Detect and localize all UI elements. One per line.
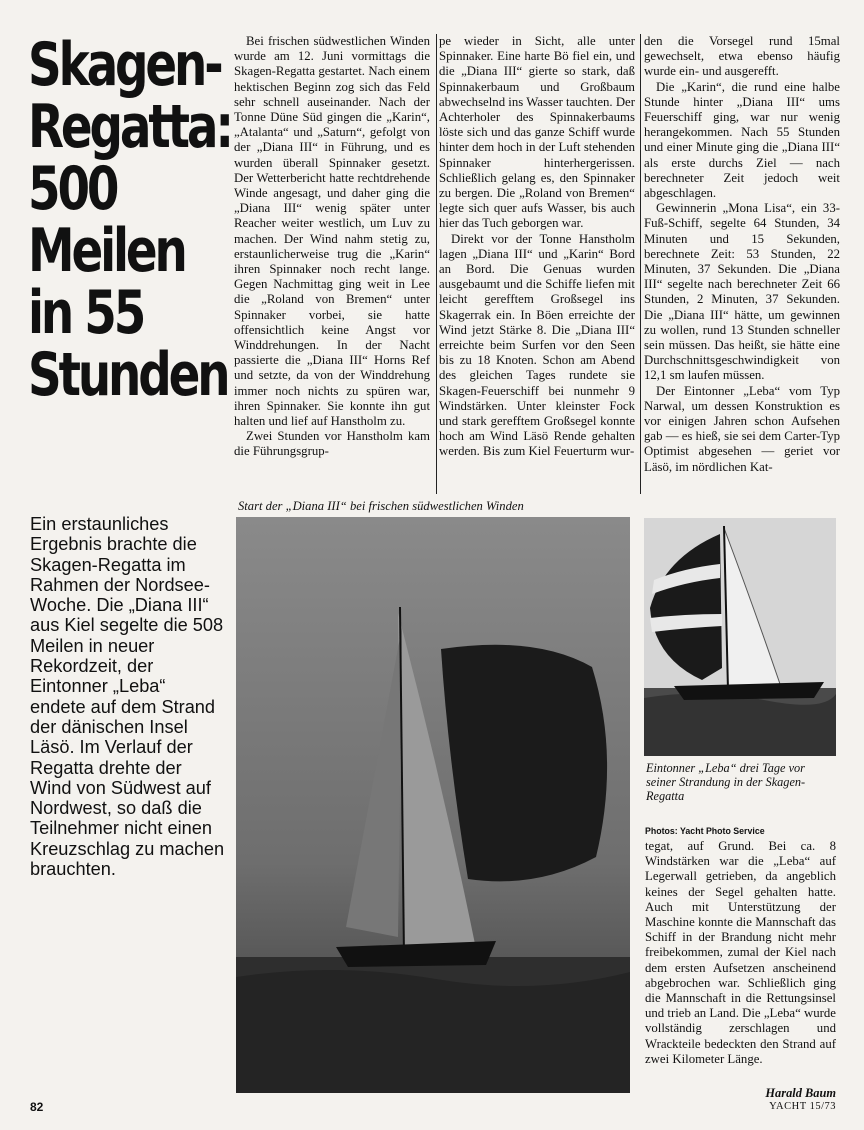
paragraph: pe wieder in Sicht, alle unter Spinnaker. Eine harte Bö fiel ein, und die „Diana III“ gierte so stark, daß Spinnakerbaum und Großbaum abwechselnd ins Wasser tauchten. Der Achterholer des Spinnakerbaums löste sich und das ganze Schiff wurde hinter dem hoch in der Luft stehenden Spinnaker hinterhergerissen. Schließlich gelang es, den Spinnaker zu bergen. Die „Roland von Bremen“ legte sich quer aufs Wasser, bis auch hier das Tuch geborgen war.	[439, 34, 635, 231]
page-number: 82	[30, 1100, 44, 1114]
paragraph: Die „Karin“, die rund eine halbe Stunde hinter „Diana III“ ums Feuerschiff ging, war nur wenig herangekommen. Nach 55 Stunden und einer Minute ging die „Diana III“ als erste durchs Ziel — nach berechneter Zeit jedoch weit abgeschlagen.	[644, 79, 840, 201]
article-column-1	[234, 34, 430, 460]
headline-line: Regatta:	[28, 92, 231, 162]
sailboat-photo-leba	[644, 518, 836, 756]
article-column-2	[439, 34, 635, 460]
headline	[28, 30, 231, 410]
photo-caption-side: Eintonner „Leba“ drei Tage vor seiner Strandung in der Skagen-Regatta	[646, 761, 806, 804]
photo-credit: Photos: Yacht Photo Service	[645, 826, 765, 836]
paragraph: Bei frischen südwestlichen Winden wurde am 12. Juni vormittags die Skagen-Regatta gestartet. Nach einem hektischen Beginn zog sich das Feld sehr schnell auseinander. Nach der Tonne Düne Süd gingen die „Karin“, „Atalanta“ und „Saturn“, gefolgt von der „Diana III“ in Führung, und es wurden überall Spinnaker gesetzt. Der Wetterbericht hatte rechtdrehende Winde angesagt, und daher ging die „Diana III“ wenig später unter Reacher weiter westlich, um Luv zu machen. Der Wind nahm stetig zu, erstaunlicherweise trug die „Karin“ ihren Spinnaker noch recht lange. Gegen Nachmittag ging weit in Lee die „Roland von Bremen“ unter Spinnaker vorbei, sie hatte offensichtlich keine Angst vor Winddrehungen. In der Nacht passierte die „Diana III“ Horns Ref und setzte, da von der Winddrehung immer noch nichts zu spüren war, ihren Spinnaker. Sie konnte ihn gut halten und lief auf Hanstholm zu.	[234, 34, 430, 429]
headline-line: 500	[28, 154, 117, 224]
paragraph: Der Eintonner „Leba“ vom Typ Narwal, um dessen Konstruktion es vor einigen Jahren schon Aufsehen gab — es hieß, sie sei dem Carter-Typ Optimist abgesehen — geriet vor Läsö, im nördlichen Kat-	[644, 383, 840, 474]
headline-line: Stunden	[28, 340, 228, 410]
paragraph: Direkt vor der Tonne Hanstholm lagen „Diana III“ und „Karin“ Bord an Bord. Die Genuas wurden ausgebaumt und die Schiffe liefen mit leicht gerefftem Großsegel ins Skagerrak ein. In Böen erreichte der Wind jetzt Stärke 8. Die „Diana III“ erreichte beim Surfen vor den Seen bis zu 18 Knoten. Schon am Abend des gleichen Tages rundete sie Skagen-Feuerschiff bei nunmehr 9 Windstärken. Unter kleinster Fock und stark gerefftem Großsegel konnte hoch am Wind Läsö Rende gehalten werden. Bis zum Kiel Feuerturm wur-	[439, 231, 635, 459]
column-rule	[436, 34, 437, 494]
headline-line: in 55	[28, 278, 144, 348]
column-rule	[640, 34, 641, 494]
sailboat-photo-main	[236, 517, 630, 1093]
paragraph: Zwei Stunden vor Hanstholm kam die Führungsgrup-	[234, 429, 430, 459]
article-column-4: tegat, auf Grund. Bei ca. 8 Windstärken war die „Leba“ auf Legerwall getrieben, da angeblich keines der Segel gehalten hatte. Auch mit Unterstützung der Maschine konnte die Mannschaft das Schiff in der Brandung nicht mehr freibekommen, zumal der Kiel nach dem ersten Aufsetzen anscheinend abgebrochen war. Schließlich ging die Mannschaft in die Rettungsinsel und trieb an Land. Die „Leba“ wurde vollständig zerschlagen und Wrackteile bedeckten den Strand auf zwei Kilometer Länge.	[645, 839, 836, 1066]
photo-caption-main: Start der „Diana III“ bei frischen südwestlichen Winden	[238, 499, 524, 513]
article-column-3	[644, 34, 840, 475]
author-name: Harald Baum	[765, 1086, 836, 1100]
headline-line: Meilen	[28, 216, 185, 286]
lead-paragraph: Ein erstaunliches Ergebnis brachte die Skagen-Regatta im Rahmen der Nordsee-Woche. Die „Diana III“ aus Kiel segelte die 508 Meilen in neuer Rekordzeit, der Eintonner „Leba“ endete auf dem Strand der dänischen Insel Läsö. Im Verlauf der Regatta drehte der Wind von Südwest auf Nordwest, so daß die Teilnehmer nicht einen Kreuzschlag zu machen brauchten.	[30, 514, 225, 880]
paragraph: den die Vorsegel rund 15mal gewechselt, etwa ebenso häufig wurde ein- und ausgerefft.	[644, 34, 840, 79]
headline-line: Skagen-	[28, 30, 221, 100]
paragraph: Gewinnerin „Mona Lisa“, ein 33-Fuß-Schiff, segelte 64 Stunden, 34 Minuten und 15 Sekunden, berechnete Zeit: 53 Stunden, 22 Minuten, 37 Sekunden. Die „Diana III“ segelte nach berechneter Zeit 66 Stunden, 2 Minuten, 37 Sekunden. Die „Diana III“ hätte, um gewinnen zu wollen, rund 13 Stunden schneller sein müssen. Das heißt, sie hätte eine Durchschnittsgeschwindigkeit von 12,1 sm laufen müssen.	[644, 201, 840, 383]
journal-issue: YACHT 15/73	[769, 1101, 836, 1112]
